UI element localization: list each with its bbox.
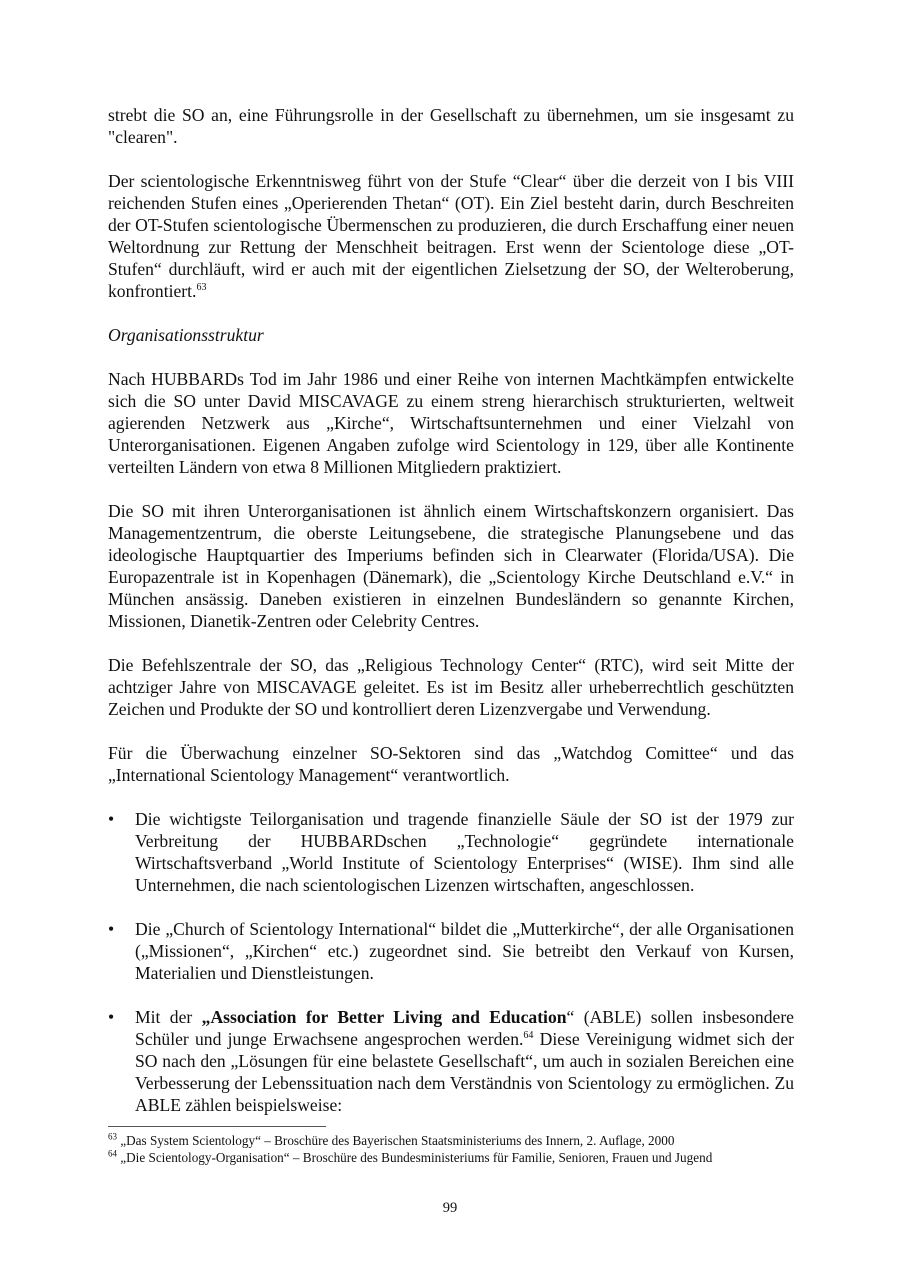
- footnote-ref[interactable]: 64: [523, 1030, 534, 1042]
- paragraph: Für die Überwachung einzelner SO-Sektoren sind das „Watchdog Comittee“ und das „International Scientology Management“ verantwortlich.: [108, 743, 794, 785]
- footnote-number: 63: [108, 1131, 117, 1142]
- footnote-separator: [108, 1126, 326, 1127]
- organization-name-bold: „Association for Better Living and Education: [201, 1007, 567, 1027]
- footnote-ref[interactable]: 63: [196, 282, 207, 294]
- page-number: 99: [442, 1200, 458, 1216]
- paragraph-text: Der scientologische Erkenntnisweg führt von der Stufe “Clear“ über die derzeit von I bis VIII reichenden Stufen eines „Operierenden Thetan“ (OT). Ein Ziel besteht darin, durch Beschreiten der OT-Stufen scientologische Übermenschen zu produzieren, die durch Erschaffung einer neuen Weltordnung zur Rettung der Menschheit beitragen. Erst wenn der Scientologe diese „OT-Stufen“ durchläuft, wird er auch mit der eigentlichen Zielsetzung der SO, der Welteroberung, konfrontiert.: [108, 171, 794, 301]
- list-item: [108, 1006, 794, 1116]
- footnotes: [108, 1132, 768, 1166]
- paragraph: Nach HUBBARDs Tod im Jahr 1986 und einer Reihe von internen Machtkämpfen entwickelte sich die SO unter David MISCAVAGE zu einem streng hierarchisch strukturierten, weltweit agierenden Netzwerk aus „Kirche“, Wirtschaftsunternehmen und einer Vielzahl von Unterorganisationen. Eigenen Angaben zufolge wird Scientology in 129, über alle Kontinente verteilten Ländern von etwa 8 Millionen Mitgliedern praktiziert.: [108, 369, 794, 477]
- paragraph: Die Befehlszentrale der SO, das „Religious Technology Center“ (RTC), wird seit Mitte der achtziger Jahre von MISCAVAGE geleitet. Es ist im Besitz aller urheberrechtlich geschützten Zeichen und Produkte der SO und kontrolliert deren Lizenzvergabe und Verwendung.: [108, 655, 794, 719]
- list-item-text: Die wichtigste Teilorganisation und tragende finanzielle Säule der SO ist der 1979 zur Verbreitung der HUBBARDschen „Technologie“ gegründete internationale Wirtschaftsverband „World Institute of Scientology Enterprises“ (WISE). Ihm sind alle Unternehmen, die nach scientologischen Lizenzen wirtschaften, angeschlossen.: [135, 809, 794, 895]
- paragraph: strebt die SO an, eine Führungsrolle in der Gesellschaft zu übernehmen, um sie insgesamt zu "clearen".: [108, 105, 794, 147]
- footnote-text: „Die Scientology-Organisation“ – Broschüre des Bundesministeriums für Familie, Senioren, Frauen und Jugend: [120, 1150, 713, 1165]
- section-heading: Organisationsstruktur: [108, 325, 264, 345]
- list-item-text: Die „Church of Scientology International“ bildet die „Mutterkirche“, der alle Organisationen („Missionen“, „Kirchen“ etc.) zugeordnet sind. Sie betreibt den Verkauf von Kursen, Materialien und Dienstleistungen.: [135, 919, 794, 983]
- bullet-icon: •: [108, 1007, 115, 1027]
- footnote: [108, 1149, 768, 1166]
- page-body: [108, 104, 794, 1138]
- list-item: [108, 918, 794, 984]
- paragraph: Die SO mit ihren Unterorganisationen ist ähnlich einem Wirtschaftskonzern organisiert. Das Managementzentrum, die oberste Leitungsebene, die strategische Planungsebene und das ideologische Hauptquartier des Imperiums befinden sich in Clearwater (Florida/USA). Die Europazentrale ist in Kopenhagen (Dänemark), die „Scientology Kirche Deutschland e.V.“ in München ansässig. Daneben existieren in einzelnen Bundesländern so genannte Kirchen, Missionen, Dianetik-Zentren oder Celebrity Centres.: [108, 501, 794, 631]
- footnote-text: „Das System Scientology“ – Broschüre des Bayerischen Staatsministeriums des Innern, 2. Auflage, 2000: [120, 1133, 675, 1148]
- list-item-text: [135, 1007, 794, 1115]
- paragraph: [108, 170, 794, 302]
- list-item-text-mid: “ (ABLE) sollen insbesondere Schüler und junge Erwachsene angesprochen werden.: [135, 1007, 794, 1049]
- bullet-icon: •: [108, 809, 115, 829]
- bullet-icon: •: [108, 919, 115, 939]
- footnote-number: 64: [108, 1148, 117, 1159]
- bullet-list: [108, 808, 794, 1116]
- list-item: [108, 808, 794, 896]
- list-item-text-rest: Diese Vereinigung widmet sich der SO nach den „Lösungen für eine belastete Gesellschaft“, um auch in sozialen Bereichen eine Verbesserung der Lebenssituation nach dem Verständnis von Scientology zu ermöglichen. Zu ABLE zählen beispielsweise:: [135, 1029, 794, 1115]
- list-item-text-prefix: Mit der: [135, 1007, 202, 1027]
- footnote: [108, 1132, 768, 1149]
